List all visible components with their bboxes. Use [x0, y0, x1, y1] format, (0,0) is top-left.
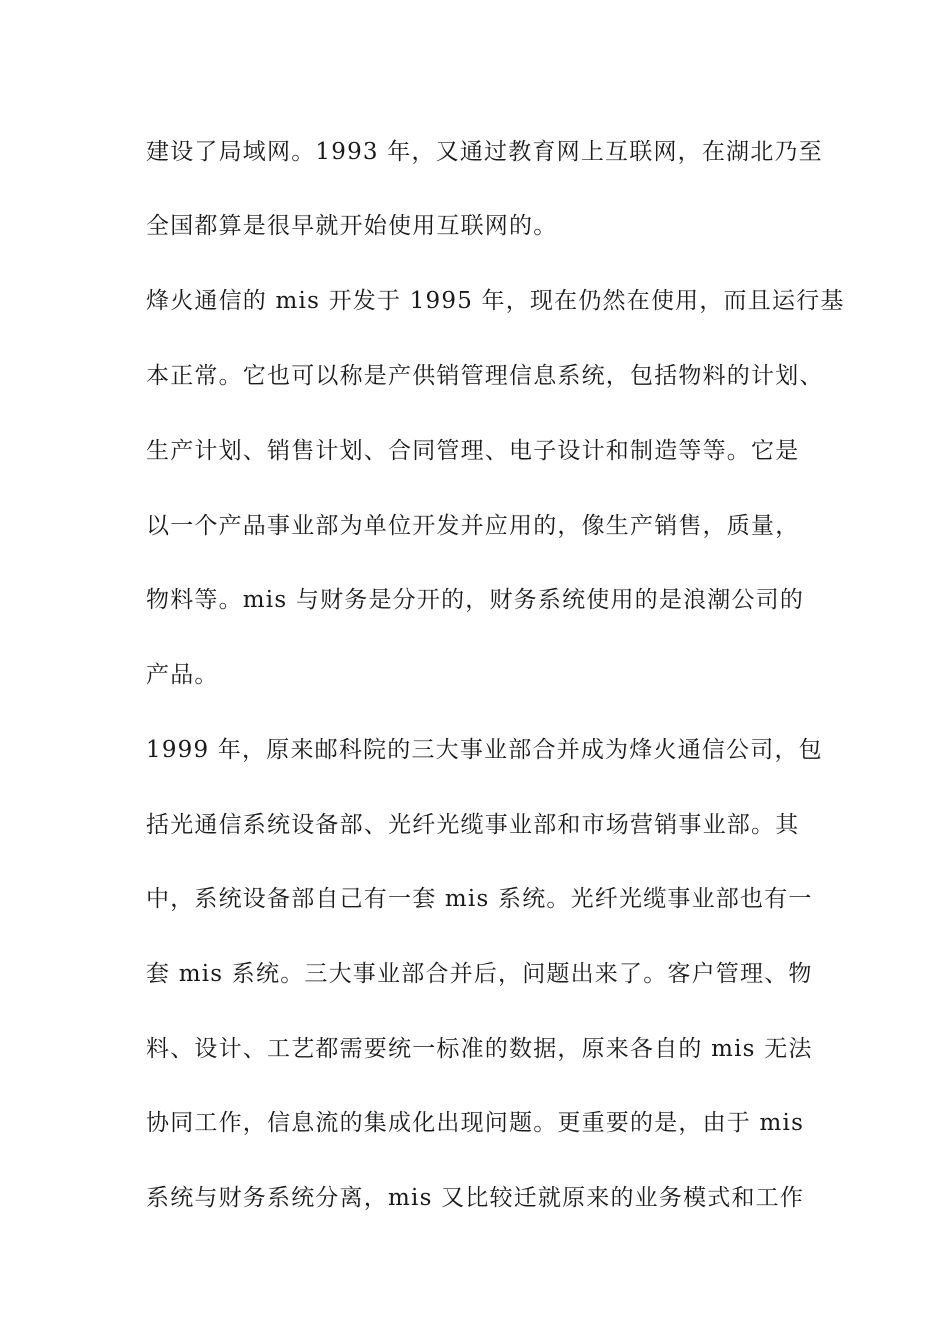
text-line: 系统与财务系统分离，mis 又比较迁就原来的业务模式和工作 [146, 1185, 805, 1211]
text-line: 1999 年，原来邮科院的三大事业部合并成为烽火通信公司，包 [146, 737, 823, 763]
text-line: 物料等。mis 与财务是分开的，财务系统使用的是浪潮公司的 [146, 587, 805, 613]
text-line: 产品。 [146, 662, 219, 688]
text-line: 料、设计、工艺都需要统一标准的数据，原来各自的 mis 无法 [146, 1036, 813, 1062]
text-line: 烽火通信的 mis 开发于 1995 年，现在仍然在使用，而且运行基 [146, 288, 845, 314]
text-line: 套 mis 系统。三大事业部合并后，问题出来了。客户管理、物 [146, 961, 813, 987]
text-line: 生产计划、销售计划、合同管理、电子设计和制造等等。它是 [146, 438, 800, 464]
text-line: 中，系统设备部自己有一套 mis 系统。光纤光缆事业部也有一 [146, 886, 813, 912]
text-line: 全国都算是很早就开始使用互联网的。 [146, 213, 558, 239]
text-line: 建设了局域网。1993 年，又通过教育网上互联网，在湖北乃至 [146, 139, 823, 165]
text-line: 括光通信系统设备部、光纤光缆事业部和市场营销事业部。其 [146, 812, 800, 838]
text-line: 以一个产品事业部为单位开发并应用的，像生产销售，质量， [146, 513, 800, 539]
text-line: 协同工作，信息流的集成化出现问题。更重要的是，由于 mis [146, 1110, 805, 1136]
text-line: 本正常。它也可以称是产供销管理信息系统，包括物料的计划、 [146, 363, 824, 389]
